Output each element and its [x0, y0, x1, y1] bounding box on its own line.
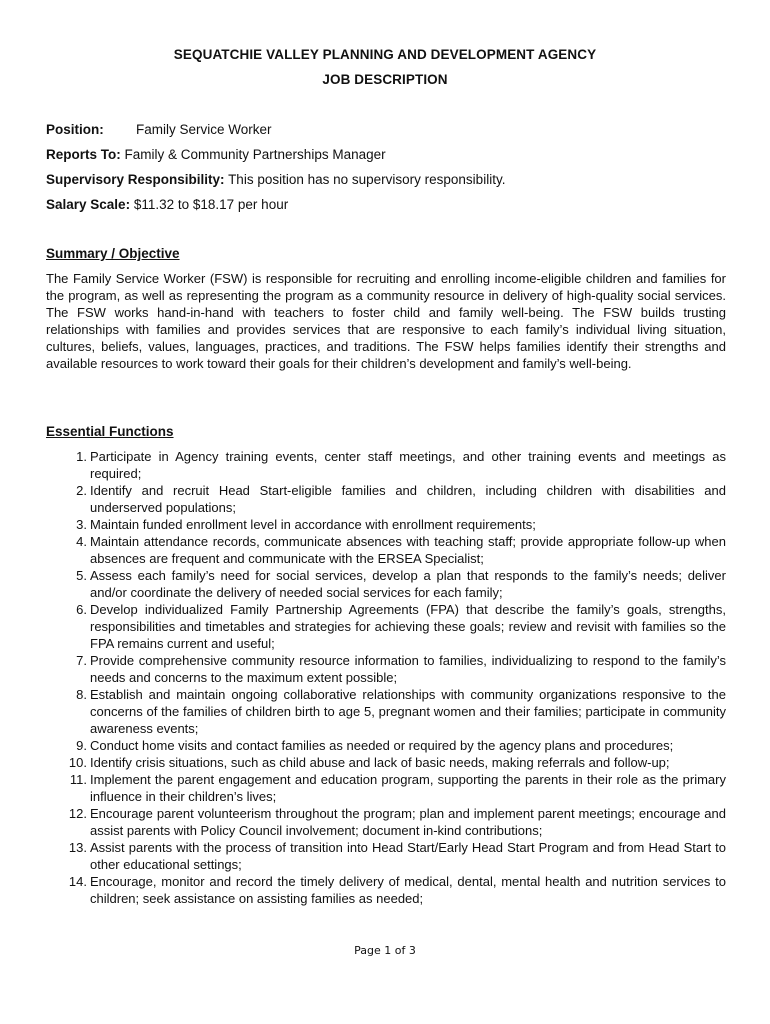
essential-functions-list — [46, 448, 726, 907]
list-item — [46, 516, 726, 533]
list-item-number: 5. — [76, 568, 87, 583]
reports-to-label: Reports To: — [46, 147, 121, 162]
list-item-number: 8. — [76, 687, 87, 702]
list-item-text: Develop individualized Family Partnership Agreements (FPA) that describe the family’s goals, strengths, responsibilities and timetables and strategies for achieving these goals; review and revisit with families so the FPA remains current and useful; — [90, 602, 726, 651]
supervisory-label: Supervisory Responsibility: — [46, 172, 225, 187]
list-item — [46, 482, 726, 516]
agency-name-heading: SEQUATCHIE VALLEY PLANNING AND DEVELOPMENT AGENCY — [173, 47, 597, 62]
document-type-heading: JOB DESCRIPTION — [322, 72, 448, 87]
list-item-text: Conduct home visits and contact families as needed or required by the agency plans and procedures; — [90, 738, 674, 753]
list-item-text: Assess each family’s need for social services, develop a plan that responds to the family’s needs; deliver and/or coordinate the delivery of needed social services for each family; — [90, 568, 726, 600]
list-item-text: Encourage parent volunteerism throughout the program; plan and implement parent meetings; encourage and assist parents with Policy Council involvement; document in-kind contributions; — [90, 806, 726, 838]
list-item — [46, 533, 726, 567]
position-value: Family Service Worker — [136, 122, 272, 137]
list-item-text: Participate in Agency training events, center staff meetings, and other training events and meetings as required; — [90, 449, 726, 481]
salary-value: $11.32 to $18.17 per hour — [133, 197, 289, 212]
list-item-number: 6. — [76, 602, 87, 617]
reports-to-value: Family & Community Partnerships Manager — [124, 147, 386, 162]
essential-functions-heading: Essential Functions — [46, 424, 174, 439]
list-item — [46, 448, 726, 482]
list-item-text: Identify crisis situations, such as child abuse and lack of basic needs, making referrals and follow-up; — [90, 755, 670, 770]
supervisory-field — [46, 172, 505, 188]
list-item — [46, 686, 726, 737]
list-item — [46, 754, 726, 771]
list-item-number: 13. — [68, 840, 87, 855]
list-item-text: Provide comprehensive community resource information to families, individualizing to respond to the family’s needs and concerns to the maximum extent possible; — [90, 653, 726, 685]
position-label: Position: — [46, 122, 104, 137]
supervisory-value: This position has no supervisory responsibility. — [228, 172, 506, 187]
salary-label: Salary Scale: — [46, 197, 131, 212]
list-item — [46, 652, 726, 686]
list-item-text: Identify and recruit Head Start-eligible families and children, including children with disabilities and underserved populations; — [90, 483, 726, 515]
list-item-number: 10. — [68, 755, 87, 770]
list-item-number: 2. — [76, 483, 87, 498]
list-item — [46, 839, 726, 873]
list-item — [46, 601, 726, 652]
list-item-text: Establish and maintain ongoing collaborative relationships with community organizations responsive to the concerns of the families of children birth to age 5, pregnant women and their families; participate in community awareness events; — [90, 687, 726, 736]
page-number-footer: Page 1 of 3 — [354, 944, 416, 957]
list-item-number: 14. — [68, 874, 87, 889]
list-item-text: Implement the parent engagement and education program, supporting the parents in their role as the primary influence in their children’s lives; — [90, 772, 726, 804]
list-item-number: 9. — [76, 738, 87, 753]
list-item — [46, 567, 726, 601]
list-item-number: 12. — [68, 806, 87, 821]
position-field — [46, 122, 272, 138]
list-item-number: 4. — [76, 534, 87, 549]
salary-field — [46, 197, 288, 213]
list-item — [46, 771, 726, 805]
reports-to-field — [46, 147, 386, 163]
list-item-text: Maintain attendance records, communicate absences with teaching staff; provide appropriate follow-up when absences are frequent and communicate with the ERSEA Specialist; — [90, 534, 726, 566]
list-item — [46, 805, 726, 839]
list-item-number: 3. — [76, 517, 87, 532]
list-item — [46, 873, 726, 907]
list-item-number: 7. — [76, 653, 87, 668]
summary-heading: Summary / Objective — [46, 246, 180, 261]
summary-paragraph: The Family Service Worker (FSW) is responsible for recruiting and enrolling income-eligible children and families for the program, as well as representing the program as a community resource in delivery of high-quality social services. The FSW works hand-in-hand with teachers to foster child and family well-being. The FSW builds trusting relationships with families and provides services that are responsive to each family’s individual living situation, cultures, beliefs, values, languages, practices, and traditions. The FSW helps families identify their strengths and available resources to work toward their goals for their children’s development and family’s well-being. — [46, 271, 726, 371]
list-item-text: Maintain funded enrollment level in accordance with enrollment requirements; — [90, 517, 536, 532]
list-item-number: 1. — [76, 449, 87, 464]
list-item-text: Encourage, monitor and record the timely delivery of medical, dental, mental health and nutrition services to children; seek assistance on assisting families as needed; — [90, 874, 726, 906]
list-item-text: Assist parents with the process of transition into Head Start/Early Head Start Program and from Head Start to other educational settings; — [90, 840, 726, 872]
list-item-number: 11. — [69, 772, 87, 787]
list-item — [46, 737, 726, 754]
